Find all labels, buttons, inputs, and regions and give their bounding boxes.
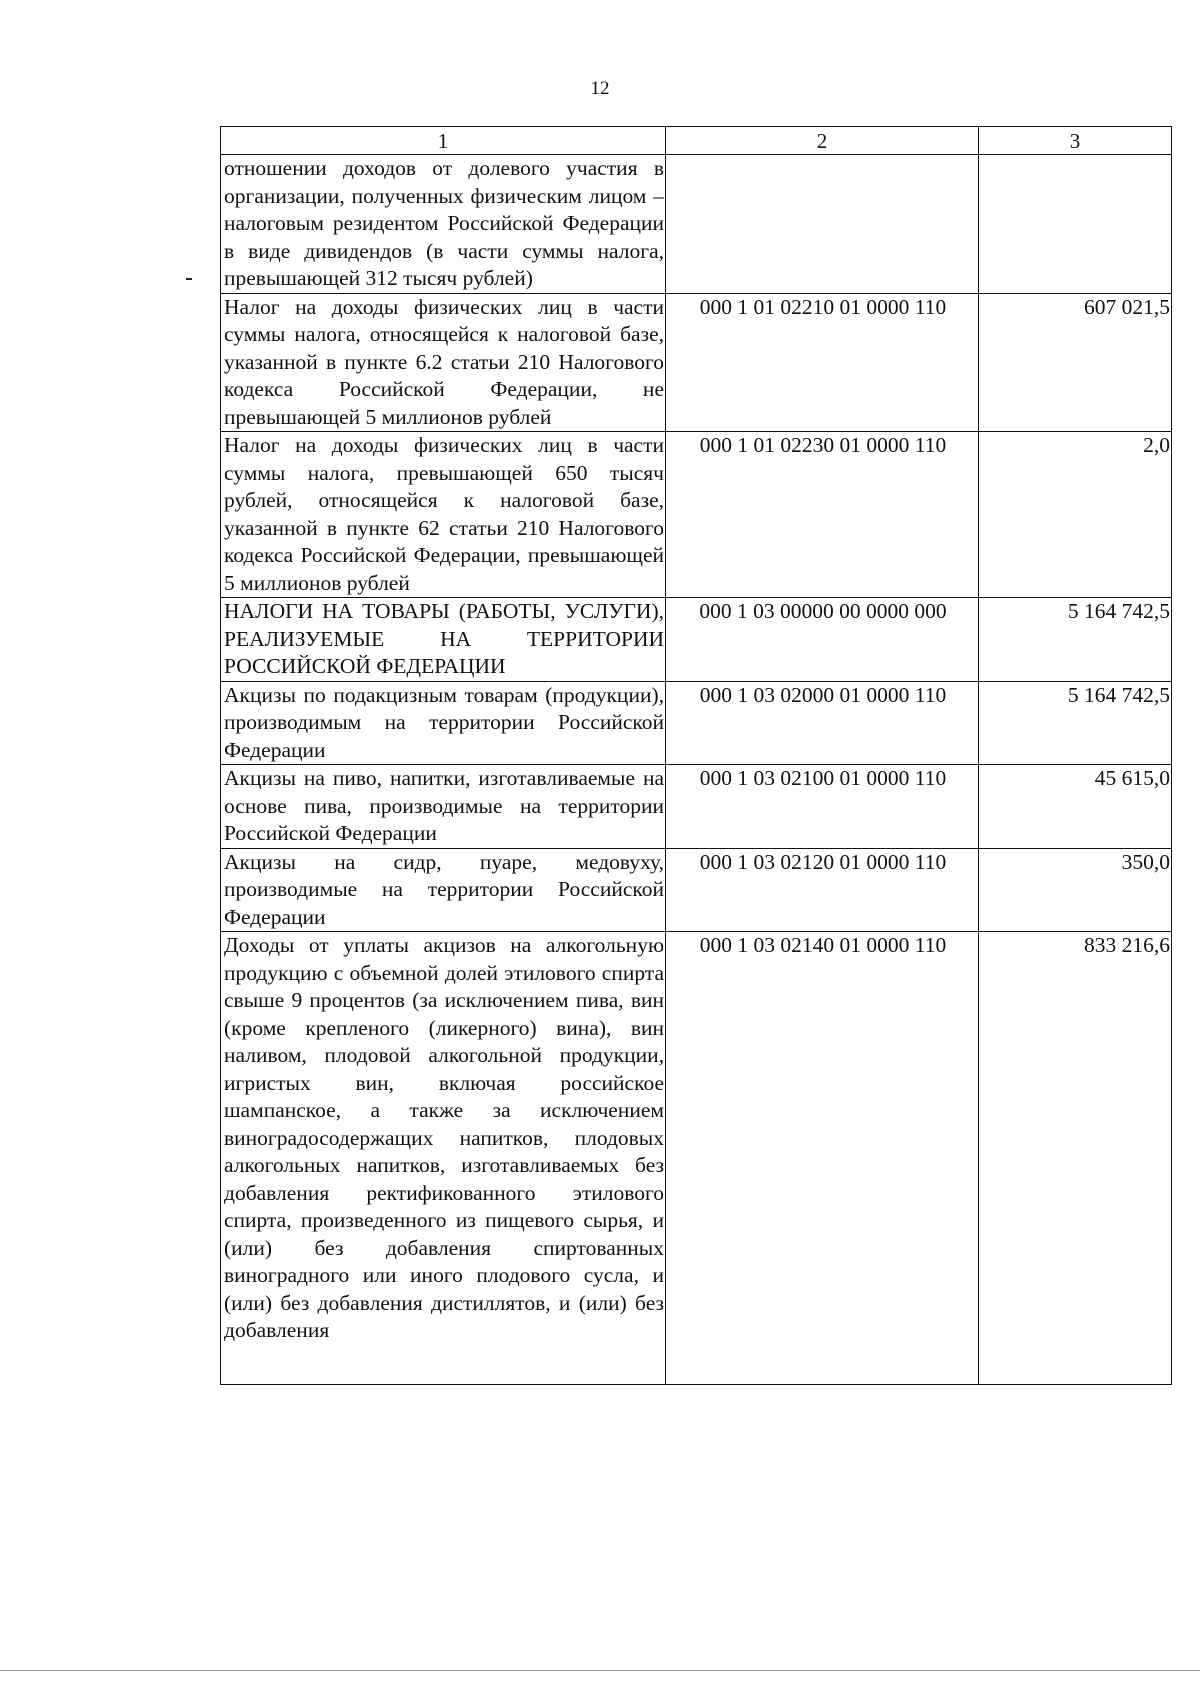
row-name: Налог на доходы физических лиц в части суммы налога, превышающей 650 тысяч рублей, относящейся к налоговой базе, указанной в пункте 62 статьи 210 Налогового кодекса Российской Федерации, превышающей 5 миллионов рублей bbox=[221, 432, 666, 598]
row-code: 000 1 01 02210 01 0000 110 bbox=[666, 293, 979, 432]
row-code: 000 1 03 02140 01 0000 110 bbox=[666, 932, 979, 1385]
column-header-code: 2 bbox=[666, 127, 979, 155]
table-row bbox=[221, 848, 1172, 932]
row-name: Доходы от уплаты акцизов на алкогольную продукцию с объемной долей этилового спирта свыше 9 процентов (за исключением пива, вин (кроме крепленого (ликерного) вина), вин наливом, плодовой алкогольной продукции, игристых вин, включая российское шампанское, а также за исключением виноградосодержащих напитков, плодовых алкогольных напитков, изготавливаемых без добавления ректификованного этилового спирта, произведенного из пищевого сырья, и (или) без добавления спиртованных виноградного или иного плодового сусла, и (или) без добавления дистиллятов, и (или) без добавления bbox=[221, 932, 666, 1385]
table-row bbox=[221, 765, 1172, 849]
table-row bbox=[221, 598, 1172, 682]
row-name: Акцизы на пиво, напитки, изготавливаемые на основе пива, производимые на территории Российской Федерации bbox=[221, 765, 666, 849]
table-header-row bbox=[221, 127, 1172, 155]
row-amount bbox=[979, 155, 1172, 294]
revenue-table bbox=[220, 126, 1172, 1385]
row-code: 000 1 03 00000 00 0000 000 bbox=[666, 598, 979, 682]
row-code: 000 1 03 02100 01 0000 110 bbox=[666, 765, 979, 849]
row-name: НАЛОГИ НА ТОВАРЫ (РАБОТЫ, УСЛУГИ), РЕАЛИЗУЕМЫЕ НА ТЕРРИТОРИИ РОССИЙСКОЙ ФЕДЕРАЦИИ bbox=[221, 598, 666, 682]
row-code bbox=[666, 155, 979, 294]
table-row bbox=[221, 932, 1172, 1385]
row-code: 000 1 01 02230 01 0000 110 bbox=[666, 432, 979, 598]
table-row bbox=[221, 155, 1172, 294]
table-row bbox=[221, 432, 1172, 598]
row-name: Акцизы на сидр, пуаре, медовуху, производимые на территории Российской Федерации bbox=[221, 848, 666, 932]
column-header-amount: 3 bbox=[979, 127, 1172, 155]
table-row bbox=[221, 293, 1172, 432]
column-header-name: 1 bbox=[221, 127, 666, 155]
row-name: Налог на доходы физических лиц в части суммы налога, относящейся к налоговой базе, указанной в пункте 6.2 статьи 210 Налогового кодекса Российской Федерации, не превышающей 5 миллионов рублей bbox=[221, 293, 666, 432]
row-amount: 5 164 742,5 bbox=[979, 598, 1172, 682]
table-row bbox=[221, 681, 1172, 765]
scan-edge-line bbox=[0, 1670, 1200, 1671]
row-amount: 5 164 742,5 bbox=[979, 681, 1172, 765]
row-amount: 2,0 bbox=[979, 432, 1172, 598]
row-amount: 45 615,0 bbox=[979, 765, 1172, 849]
page-number: 12 bbox=[590, 78, 610, 99]
row-amount: 607 021,5 bbox=[979, 293, 1172, 432]
row-code: 000 1 03 02000 01 0000 110 bbox=[666, 681, 979, 765]
row-amount: 350,0 bbox=[979, 848, 1172, 932]
row-name: Акцизы по подакцизным товарам (продукции), производимым на территории Российской Федерации bbox=[221, 681, 666, 765]
row-code: 000 1 03 02120 01 0000 110 bbox=[666, 848, 979, 932]
row-amount: 833 216,6 bbox=[979, 932, 1172, 1385]
margin-mark bbox=[186, 278, 192, 280]
row-name: отношении доходов от долевого участия в организации, полученных физическим лицом – налоговым резидентом Российской Федерации в виде дивидендов (в части суммы налога, превышающей 312 тысяч рублей) bbox=[221, 155, 666, 294]
